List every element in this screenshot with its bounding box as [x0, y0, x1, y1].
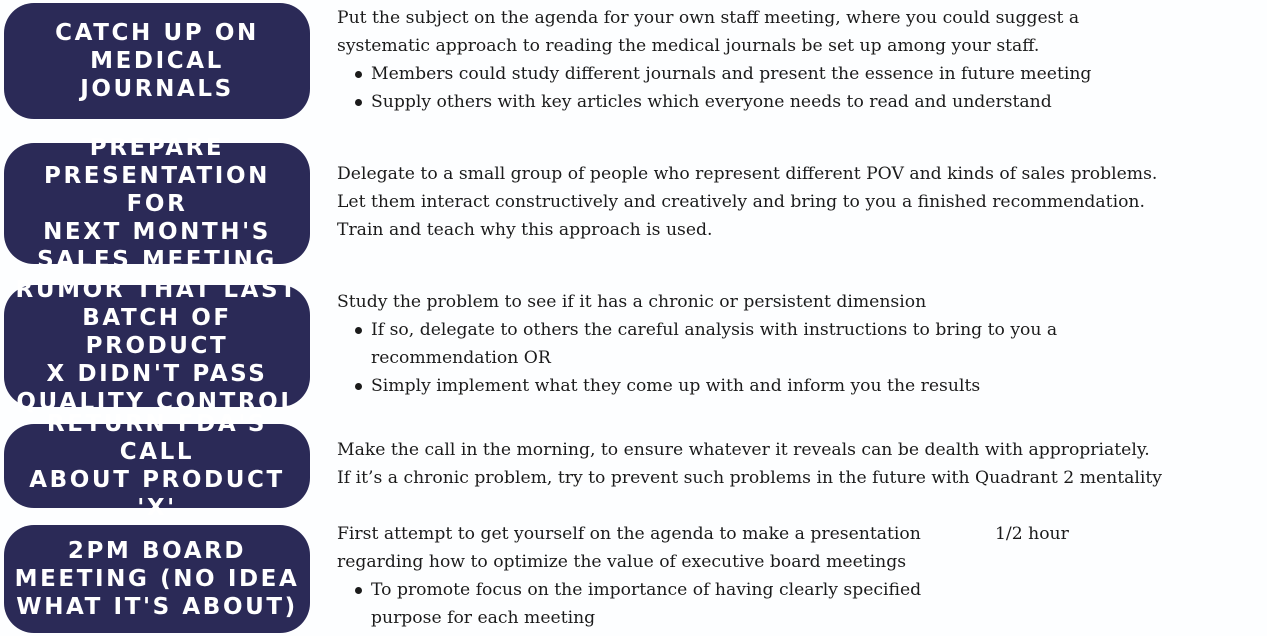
task-label-text: PREPARE PRESENTATION FOR NEXT MONTH'S SALES MEETING	[37, 134, 277, 273]
description-line: Train and teach why this approach is used.	[337, 220, 713, 240]
task-description-quality-rumor	[337, 288, 1057, 400]
task-description-medical-journals	[337, 4, 1091, 116]
description-line: Study the problem to see if it has a chronic or persistent dimension	[337, 292, 927, 312]
bullet-list	[337, 316, 1057, 400]
bullet-text-continued: recommendation OR	[371, 348, 551, 368]
task-label-quality-rumor	[4, 277, 310, 415]
task-label-board-meeting	[4, 525, 310, 633]
task-description-fda-call	[337, 436, 1162, 492]
description-line: Put the subject on the agenda for your own staff meeting, where you could suggest a	[337, 8, 1080, 28]
description-line: First attempt to get yourself on the agenda to make a presentation	[337, 524, 921, 544]
bullet-list	[337, 60, 1091, 116]
bullet-item: Simply implement what they come up with and inform you the results	[371, 372, 1057, 400]
bullet-text: To promote focus on the importance of having clearly specified	[371, 580, 922, 600]
task-label-text: RETURN FDA'S CALL ABOUT PRODUCT 'X'	[29, 411, 285, 521]
description-line: Make the call in the morning, to ensure whatever it reveals can be dealth with appropriately.	[337, 440, 1150, 460]
task-label-sales-presentation	[4, 134, 310, 273]
bullet-list	[337, 576, 921, 632]
task-label-text: RUMOR THAT LAST BATCH OF PRODUCT X DIDN'T PASS QUALITY CONTROL	[15, 277, 299, 415]
bullet-text: If so, delegate to others the careful analysis with instructions to bring to you a	[371, 320, 1058, 340]
task-label-text: CATCH UP ON MEDICAL JOURNALS	[55, 20, 259, 102]
bullet-item: Supply others with key articles which everyone needs to read and understand	[371, 88, 1091, 116]
task-description-board-meeting	[337, 520, 921, 632]
description-line: If it’s a chronic problem, try to prevent such problems in the future with Quadrant 2 mentality	[337, 468, 1163, 488]
task-description-sales-presentation	[337, 160, 1157, 244]
task-label-text: 2PM BOARD MEETING (NO IDEA WHAT IT'S ABOUT)	[14, 538, 300, 620]
task-label-fda-call	[4, 411, 310, 521]
time-estimate-note: 1/2 hour	[995, 524, 1069, 544]
task-label-medical-journals	[4, 3, 310, 119]
description-line: systematic approach to reading the medical journals be set up among your staff.	[337, 36, 1040, 56]
bullet-item: Members could study different journals and present the essence in future meeting	[371, 60, 1091, 88]
description-line: Delegate to a small group of people who represent different POV and kinds of sales problems.	[337, 164, 1158, 184]
description-line: Let them interact constructively and creatively and bring to you a finished recommendation.	[337, 192, 1145, 212]
bullet-item	[371, 316, 1057, 372]
bullet-text-continued: purpose for each meeting	[371, 608, 596, 628]
bullet-item	[371, 576, 921, 632]
description-line: regarding how to optimize the value of executive board meetings	[337, 552, 907, 572]
